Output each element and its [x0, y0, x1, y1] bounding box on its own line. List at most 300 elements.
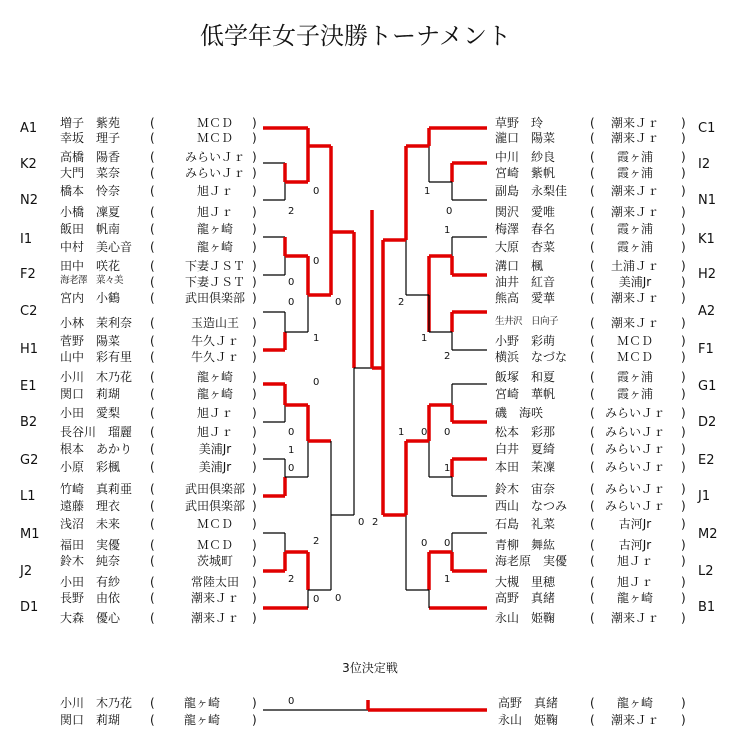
club-name: ＭＣＤ — [196, 517, 234, 531]
paren: ( — [590, 611, 595, 625]
paren: ) — [252, 611, 257, 625]
paren: ) — [252, 406, 257, 420]
paren: ( — [150, 713, 155, 727]
paren: ( — [150, 499, 155, 513]
club-name: みらいＪｒ — [604, 460, 666, 474]
match-score: 2 — [398, 297, 405, 308]
paren: ) — [681, 696, 686, 710]
slot-code: G1 — [698, 379, 717, 394]
player-name: 関口 莉瑚 — [60, 387, 121, 401]
club-name: 武田倶楽部 — [184, 499, 246, 513]
player-name: 小田 愛梨 — [60, 406, 121, 420]
slot-code: C1 — [698, 121, 716, 136]
player-name: 長谷川 瑠麗 — [60, 425, 133, 439]
club-name: 龍ヶ崎 — [616, 591, 654, 605]
club-name: 霞ヶ浦 — [616, 387, 654, 401]
paren: ( — [150, 442, 155, 456]
paren: ( — [590, 334, 595, 348]
paren: ( — [150, 240, 155, 254]
player-name: 梅澤 春名 — [495, 222, 556, 236]
match-score: 1 — [444, 574, 451, 585]
paren: ) — [681, 482, 686, 496]
paren: ( — [150, 611, 155, 625]
club-name: 潮来Ｊｒ — [610, 131, 660, 145]
player-name: 海老澤 菜々美 — [60, 275, 124, 286]
paren: ( — [150, 575, 155, 589]
match-score: 0 — [313, 377, 320, 388]
player-name: 大森 優心 — [60, 611, 121, 625]
club-name: 霞ヶ浦 — [616, 222, 654, 236]
player-name: 山中 彩有里 — [60, 350, 133, 364]
final-score: 2 — [372, 517, 379, 528]
club-name: ＭＣＤ — [616, 334, 654, 348]
paren: ) — [252, 425, 257, 439]
paren: ) — [252, 116, 257, 130]
club-name: 潮来Ｊｒ — [190, 611, 240, 625]
match-score: 0 — [444, 538, 451, 549]
paren: ) — [681, 291, 686, 305]
club-name: 旭Ｊｒ — [196, 406, 234, 420]
paren: ( — [590, 442, 595, 456]
paren: ) — [681, 442, 686, 456]
player-name: 生井沢 日向子 — [495, 316, 559, 327]
page-title: 低学年女子決勝トーナメント — [200, 22, 512, 50]
player-name: 宮内 小鶴 — [60, 291, 121, 305]
paren: ( — [590, 316, 595, 330]
paren: ( — [150, 517, 155, 531]
player-name: 宮崎 紫帆 — [495, 166, 556, 180]
paren: ) — [681, 205, 686, 219]
player-name: 本田 茉凜 — [495, 460, 556, 474]
player-name: 小川 木乃花 — [60, 370, 133, 384]
club-name: 茨城町 — [196, 554, 234, 568]
club-name: みらいＪｒ — [604, 406, 666, 420]
paren: ( — [590, 482, 595, 496]
player-name: 幸坂 理子 — [60, 131, 121, 145]
player-name: 宮崎 華帆 — [495, 387, 556, 401]
slot-code: E2 — [698, 453, 715, 468]
paren: ( — [590, 591, 595, 605]
club-name: 土浦Ｊｒ — [610, 259, 660, 273]
match-score: 0 — [313, 594, 320, 605]
player-name: 橋本 怜奈 — [60, 184, 121, 198]
slot-code: D2 — [698, 415, 717, 430]
club-name: みらいＪｒ — [604, 482, 666, 496]
paren: ) — [681, 499, 686, 513]
player-name: 副島 永梨佳 — [495, 184, 568, 198]
match-score: 0 — [335, 593, 342, 604]
paren: ( — [590, 131, 595, 145]
player-name: 草野 玲 — [495, 116, 544, 130]
player-name: 小川 木乃花 — [60, 696, 133, 710]
slot-code: K1 — [698, 232, 715, 247]
match-score: 2 — [444, 351, 451, 362]
slot-code: L1 — [20, 489, 36, 504]
club-name: みらいＪｒ — [604, 499, 666, 513]
player-name: 小原 彩楓 — [60, 460, 121, 474]
match-score: 0 — [288, 463, 295, 474]
paren: ( — [150, 116, 155, 130]
slot-code: F1 — [698, 342, 714, 357]
slot-code: N1 — [698, 193, 716, 208]
paren: ) — [681, 350, 686, 364]
match-score: 0 — [421, 538, 428, 549]
paren: ( — [150, 425, 155, 439]
paren: ( — [590, 116, 595, 130]
paren: ) — [252, 166, 257, 180]
player-name: 田中 咲花 — [60, 259, 121, 273]
paren: ( — [150, 482, 155, 496]
club-name: 旭Ｊｒ — [616, 554, 654, 568]
club-name: 牛久Ｊｒ — [190, 334, 240, 348]
player-name: 遠藤 理衣 — [60, 499, 121, 513]
player-name: 福田 実優 — [60, 538, 121, 552]
player-name: 鈴木 純奈 — [60, 554, 121, 568]
paren: ) — [681, 575, 686, 589]
match-score: 1 — [424, 186, 431, 197]
player-name: 横浜 なづな — [495, 350, 568, 364]
club-name: 潮来Ｊｒ — [610, 316, 660, 330]
paren: ( — [590, 150, 595, 164]
final-score: 0 — [358, 517, 365, 528]
match-score: 0 — [446, 206, 453, 217]
paren: ( — [590, 575, 595, 589]
club-name: 旭Ｊｒ — [196, 205, 234, 219]
paren: ( — [590, 259, 595, 273]
paren: ) — [252, 387, 257, 401]
slot-code: D1 — [20, 600, 39, 615]
match-score: 1 — [421, 333, 428, 344]
match-score: 0 — [444, 427, 451, 438]
match-score: 0 — [421, 427, 428, 438]
player-name: 高野 真緒 — [498, 696, 559, 710]
paren: ) — [681, 131, 686, 145]
club-name: 龍ヶ崎 — [616, 696, 654, 710]
paren: ( — [590, 222, 595, 236]
slot-code: I1 — [20, 232, 33, 247]
paren: ( — [150, 291, 155, 305]
slot-code: M1 — [20, 527, 40, 542]
paren: ( — [150, 460, 155, 474]
paren: ( — [590, 406, 595, 420]
paren: ) — [252, 442, 257, 456]
paren: ( — [590, 205, 595, 219]
paren: ( — [590, 554, 595, 568]
paren: ) — [252, 482, 257, 496]
paren: ) — [252, 316, 257, 330]
club-name: 牛久Ｊｒ — [190, 350, 240, 364]
match-score: 1 — [444, 463, 451, 474]
slot-code: C2 — [20, 304, 38, 319]
player-name: 根本 あかり — [60, 442, 133, 456]
paren: ( — [590, 291, 595, 305]
club-name: 旭Ｊｒ — [196, 425, 234, 439]
third-place-score: 0 — [288, 696, 295, 707]
club-name: 下妻ＪＳＴ — [184, 275, 246, 289]
player-name: 熊高 愛華 — [495, 291, 556, 305]
match-score: 0 — [313, 256, 320, 267]
player-name: 高野 真緒 — [495, 591, 556, 605]
paren: ) — [681, 387, 686, 401]
paren: ) — [681, 222, 686, 236]
slot-code: F2 — [20, 267, 36, 282]
player-name: 溝口 楓 — [495, 259, 544, 273]
match-score: 0 — [335, 297, 342, 308]
player-name: 関沢 愛唯 — [495, 205, 556, 219]
club-name: 潮来Ｊｒ — [610, 291, 660, 305]
paren: ) — [681, 259, 686, 273]
paren: ( — [150, 350, 155, 364]
player-name: 長野 由依 — [60, 591, 121, 605]
club-name: 常陸太田 — [190, 575, 240, 589]
player-name: 鈴木 宙奈 — [495, 482, 556, 496]
player-name: 永山 姫鞠 — [495, 611, 556, 625]
club-name: 古河Jr — [618, 517, 652, 531]
paren: ) — [252, 696, 257, 710]
match-score: 0 — [313, 186, 320, 197]
paren: ) — [681, 116, 686, 130]
paren: ) — [252, 205, 257, 219]
paren: ) — [252, 370, 257, 384]
paren: ) — [252, 538, 257, 552]
paren: ) — [681, 150, 686, 164]
slot-code: K2 — [20, 157, 37, 172]
paren: ) — [681, 275, 686, 289]
match-score: 2 — [288, 206, 295, 217]
player-name: 竹崎 真莉亜 — [60, 482, 133, 496]
player-name: 海老原 実優 — [495, 554, 568, 568]
club-name: 潮来Ｊｒ — [610, 713, 660, 727]
player-name: 高橋 陽香 — [60, 150, 121, 164]
slot-code: L2 — [698, 564, 714, 579]
match-score: 2 — [288, 574, 295, 585]
club-name: ＭＣＤ — [616, 350, 654, 364]
slot-code: H2 — [698, 267, 717, 282]
paren: ) — [681, 425, 686, 439]
paren: ) — [252, 150, 257, 164]
club-name: 美浦Jr — [198, 442, 232, 456]
paren: ) — [252, 713, 257, 727]
club-name: 霞ヶ浦 — [616, 150, 654, 164]
paren: ( — [150, 696, 155, 710]
paren: ) — [252, 275, 257, 289]
paren: ( — [150, 150, 155, 164]
player-name: 小野 彩萌 — [495, 334, 556, 348]
slot-code: A1 — [20, 121, 38, 136]
match-score: 0 — [288, 427, 295, 438]
club-name: 武田倶楽部 — [184, 482, 246, 496]
club-name: 旭Ｊｒ — [196, 184, 234, 198]
third-place-label: 3位決定戦 — [342, 661, 398, 675]
player-name: 青柳 舞紘 — [495, 538, 556, 552]
paren: ( — [150, 591, 155, 605]
club-name: ＭＣＤ — [196, 538, 234, 552]
club-name: 古河Jr — [618, 538, 652, 552]
paren: ( — [150, 406, 155, 420]
player-name: 飯塚 和夏 — [495, 370, 556, 384]
paren: ) — [252, 334, 257, 348]
paren: ) — [681, 591, 686, 605]
player-name: 西山 なつみ — [495, 499, 568, 513]
paren: ) — [681, 334, 686, 348]
paren: ) — [252, 240, 257, 254]
paren: ( — [150, 387, 155, 401]
player-name: 永山 姫鞠 — [498, 713, 559, 727]
paren: ( — [150, 554, 155, 568]
club-name: 霞ヶ浦 — [616, 370, 654, 384]
paren: ( — [590, 166, 595, 180]
slot-code: J2 — [20, 564, 33, 579]
club-name: 玉造山王 — [190, 316, 240, 330]
club-name: 旭Ｊｒ — [616, 575, 654, 589]
paren: ) — [252, 291, 257, 305]
paren: ( — [590, 499, 595, 513]
player-name: 油井 紅音 — [495, 275, 556, 289]
paren: ) — [252, 131, 257, 145]
paren: ( — [150, 222, 155, 236]
paren: ) — [252, 259, 257, 273]
club-name: みらいＪｒ — [604, 442, 666, 456]
paren: ) — [681, 316, 686, 330]
paren: ( — [590, 350, 595, 364]
club-name: 龍ヶ崎 — [196, 240, 234, 254]
club-name: 霞ヶ浦 — [616, 240, 654, 254]
paren: ) — [252, 517, 257, 531]
slot-code: G2 — [20, 453, 39, 468]
paren: ( — [150, 184, 155, 198]
paren: ( — [590, 713, 595, 727]
player-name: 中村 美心音 — [60, 240, 133, 254]
paren: ( — [590, 184, 595, 198]
paren: ) — [252, 575, 257, 589]
player-name: 関口 莉瑚 — [60, 713, 121, 727]
slot-code: H1 — [20, 342, 39, 357]
paren: ) — [681, 611, 686, 625]
paren: ) — [681, 460, 686, 474]
club-name: 潮来Ｊｒ — [610, 184, 660, 198]
club-name: みらいＪｒ — [184, 166, 246, 180]
club-name: 霞ヶ浦 — [616, 166, 654, 180]
paren: ( — [150, 334, 155, 348]
club-name: 龍ヶ崎 — [196, 222, 234, 236]
slot-code: M2 — [698, 527, 718, 542]
player-name: 瀧口 陽菜 — [495, 131, 556, 145]
paren: ) — [681, 554, 686, 568]
club-name: 潮来Ｊｒ — [190, 591, 240, 605]
slot-code: B1 — [698, 600, 716, 615]
slot-code: E1 — [20, 379, 37, 394]
match-score: 1 — [444, 225, 451, 236]
player-name: 小林 茉利奈 — [60, 316, 133, 330]
paren: ( — [590, 275, 595, 289]
player-name: 小田 有紗 — [60, 575, 121, 589]
paren: ( — [590, 240, 595, 254]
player-name: 小橋 凜夏 — [60, 205, 121, 219]
slot-code: J1 — [698, 489, 711, 504]
club-name: 下妻ＪＳＴ — [184, 259, 246, 273]
match-score: 1 — [288, 445, 295, 456]
paren: ) — [681, 240, 686, 254]
paren: ( — [150, 538, 155, 552]
paren: ( — [150, 205, 155, 219]
player-name: 浅沼 未来 — [60, 517, 121, 531]
club-name: 龍ヶ崎 — [196, 370, 234, 384]
paren: ( — [150, 259, 155, 273]
paren: ) — [681, 166, 686, 180]
paren: ) — [252, 350, 257, 364]
player-name: 磯 海咲 — [495, 406, 544, 420]
paren: ) — [252, 222, 257, 236]
paren: ) — [252, 591, 257, 605]
club-name: 龍ヶ崎 — [183, 713, 221, 727]
paren: ) — [681, 184, 686, 198]
paren: ) — [252, 554, 257, 568]
player-name: 石島 礼菜 — [495, 517, 556, 531]
match-score: 0 — [288, 297, 295, 308]
slot-code: I2 — [698, 157, 711, 172]
club-name: 潮来Ｊｒ — [610, 116, 660, 130]
paren: ) — [681, 406, 686, 420]
club-name: 美浦Jr — [618, 275, 652, 289]
player-name: 中川 紗良 — [495, 150, 556, 164]
slot-code: A2 — [698, 304, 716, 319]
paren: ( — [150, 166, 155, 180]
paren: ( — [150, 131, 155, 145]
paren: ( — [590, 425, 595, 439]
match-score: 0 — [288, 277, 295, 288]
club-name: 美浦Jr — [198, 460, 232, 474]
match-score: 1 — [313, 333, 320, 344]
club-name: 潮来Ｊｒ — [610, 205, 660, 219]
paren: ) — [252, 499, 257, 513]
paren: ) — [681, 538, 686, 552]
player-name: 松本 彩那 — [495, 425, 556, 439]
club-name: 龍ヶ崎 — [196, 387, 234, 401]
player-name: 大槻 里穂 — [495, 575, 556, 589]
club-name: みらいＪｒ — [184, 150, 246, 164]
paren: ( — [590, 517, 595, 531]
paren: ) — [681, 370, 686, 384]
player-name: 飯田 帆南 — [60, 222, 121, 236]
slot-code: N2 — [20, 193, 38, 208]
match-score: 2 — [313, 536, 320, 547]
paren: ( — [590, 538, 595, 552]
paren: ) — [681, 713, 686, 727]
paren: ( — [590, 370, 595, 384]
slot-code: B2 — [20, 415, 38, 430]
club-name: みらいＪｒ — [604, 425, 666, 439]
club-name: 武田倶楽部 — [184, 291, 246, 305]
player-name: 菅野 陽菜 — [60, 334, 121, 348]
paren: ( — [590, 460, 595, 474]
paren: ) — [252, 184, 257, 198]
club-name: 龍ヶ崎 — [183, 696, 221, 710]
paren: ) — [252, 460, 257, 474]
paren: ( — [590, 696, 595, 710]
player-name: 白井 夏綺 — [495, 442, 556, 456]
club-name: ＭＣＤ — [196, 116, 234, 130]
paren: ( — [590, 387, 595, 401]
club-name: ＭＣＤ — [196, 131, 234, 145]
player-name: 大門 菜奈 — [60, 166, 121, 180]
player-name: 大原 杏菜 — [495, 240, 556, 254]
match-score: 1 — [398, 427, 405, 438]
club-name: 潮来Ｊｒ — [610, 611, 660, 625]
paren: ( — [150, 275, 155, 289]
paren: ( — [150, 316, 155, 330]
paren: ) — [681, 517, 686, 531]
player-name: 増子 紫苑 — [60, 116, 121, 130]
